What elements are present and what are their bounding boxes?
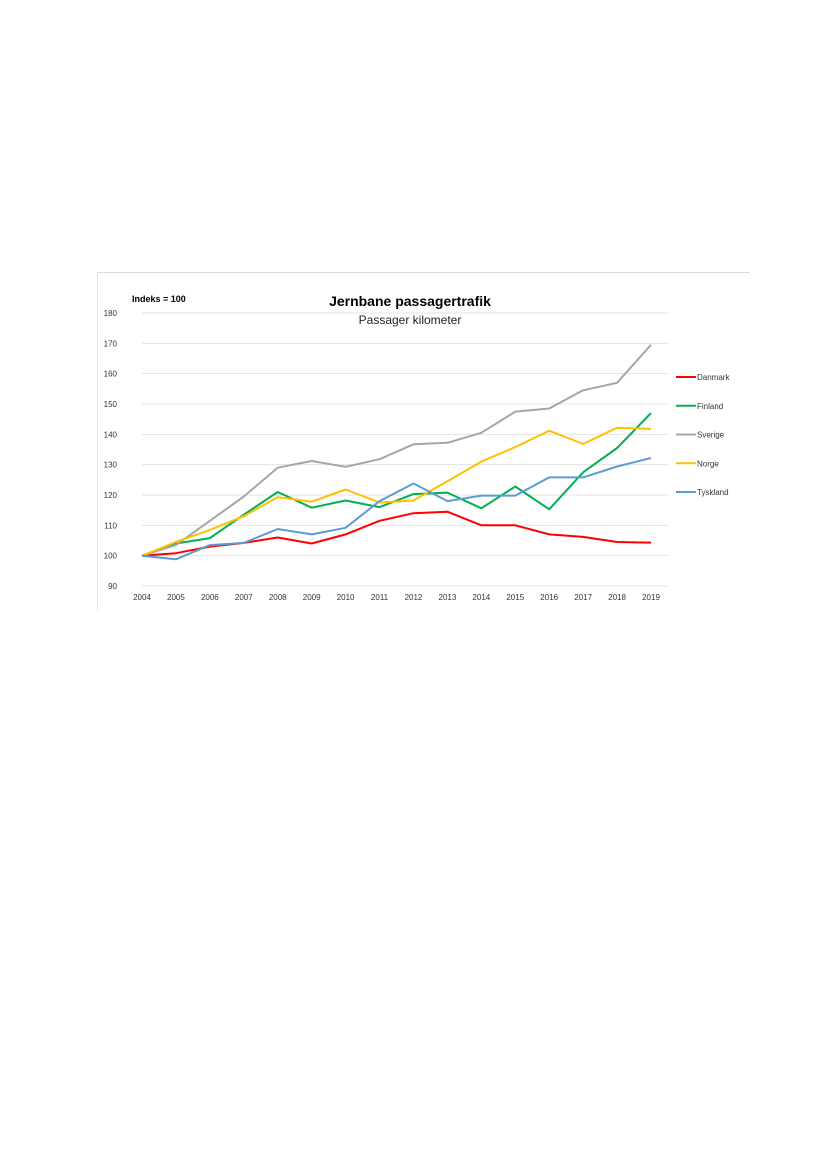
x-tick-label: 2010 <box>336 593 355 602</box>
legend-label: Norge <box>697 459 719 469</box>
legend-label: Finland <box>697 401 724 411</box>
legend-label: Tyskland <box>697 488 729 497</box>
series-line-danmark <box>142 512 651 556</box>
y-tick-label: 130 <box>103 460 117 470</box>
x-tick-label: 2014 <box>472 593 491 602</box>
y-tick-label: 140 <box>103 430 117 440</box>
x-tick-label: 2018 <box>608 593 626 602</box>
x-tick-label: 2006 <box>200 593 219 602</box>
chart-title: Jernbane passagertrafik <box>329 293 491 309</box>
index-note: Indeks = 100 <box>132 294 186 304</box>
legend-label: Danmark <box>697 373 730 382</box>
series-line-sverige <box>142 345 651 556</box>
y-tick-label: 180 <box>103 309 117 318</box>
chart-subtitle: Passager kilometer <box>358 313 462 327</box>
x-tick-label: 2017 <box>574 593 593 602</box>
y-tick-label: 150 <box>103 400 117 409</box>
series-line-tyskland <box>142 458 651 559</box>
y-tick-label: 110 <box>104 521 117 531</box>
x-tick-label: 2008 <box>268 593 287 602</box>
x-tick-label: 2009 <box>302 593 321 602</box>
y-tick-label: 160 <box>103 369 117 379</box>
y-tick-label: 120 <box>103 491 117 500</box>
x-tick-label: 2015 <box>506 593 525 602</box>
y-tick-label: 170 <box>103 339 117 349</box>
x-axis-ticks <box>133 593 660 602</box>
series-lines <box>142 345 651 560</box>
chart-frame <box>97 272 750 611</box>
x-tick-label: 2019 <box>642 593 660 602</box>
y-tick-label: 100 <box>103 551 117 561</box>
y-tick-label: 90 <box>108 582 117 591</box>
line-chart <box>98 273 750 611</box>
x-tick-label: 2013 <box>438 593 457 602</box>
legend <box>676 373 730 497</box>
x-tick-label: 2007 <box>234 593 253 602</box>
x-tick-label: 2004 <box>133 593 151 602</box>
legend-label: Sverige <box>697 430 725 440</box>
x-tick-label: 2012 <box>404 593 423 602</box>
x-tick-label: 2011 <box>370 593 389 602</box>
y-axis-ticks <box>104 309 118 591</box>
x-tick-label: 2005 <box>167 593 185 602</box>
x-tick-label: 2016 <box>540 593 559 602</box>
